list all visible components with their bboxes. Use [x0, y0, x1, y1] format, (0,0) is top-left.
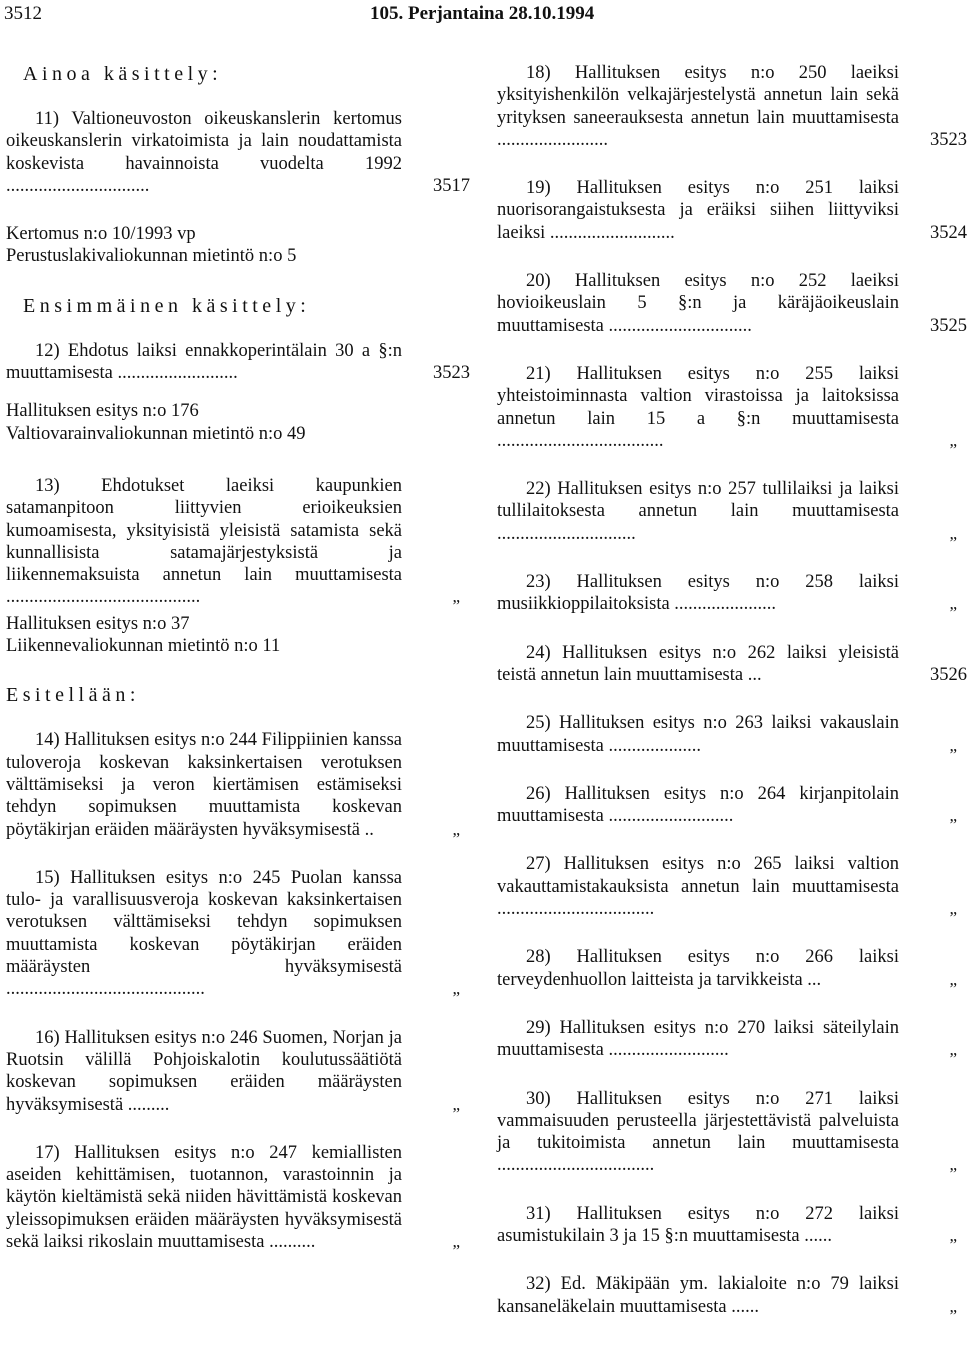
page-reference: 3526 — [930, 664, 967, 685]
reference-block-11 — [6, 223, 460, 268]
page-reference-ditto: „ — [949, 899, 957, 919]
leader-dots: .................... — [603, 735, 701, 756]
agenda-item-text: 21) Hallituksen esitys n:o 255 laiksi yhteistoiminnasta valtion virastoissa ja laitoksissa annetun lain 15 a §:n muuttamisesta — [497, 363, 899, 429]
leader-dots: .......................... — [112, 363, 238, 384]
leader-dots: .............................. — [497, 523, 636, 544]
agenda-item-text: 14) Hallituksen esitys n:o 244 Filippiinien kanssa tuloveroja koskevan kaksinkertaisen verotuksen välttämiseksi ja veron kiertämisen estämiseksi tehdyn sopimuksen muuttamista koskevan pöytäkirjan eräiden määräysten hyväksymisestä — [6, 730, 402, 840]
agenda-item-20 — [497, 270, 967, 337]
agenda-item-23 — [497, 571, 957, 616]
leader-dots: ............................... — [6, 175, 150, 196]
page-reference-ditto: „ — [452, 819, 460, 839]
left-column — [6, 62, 470, 1275]
leader-dots: ........................ — [497, 129, 608, 150]
agenda-item-13 — [6, 475, 460, 609]
agenda-item-text: 28) Hallituksen esitys n:o 266 laiksi terveydenhuollon laitteista ja tarvikkeista ... — [497, 947, 899, 990]
leader-dots: .......... — [264, 1231, 316, 1252]
page-reference-ditto: „ — [949, 430, 957, 450]
page-reference: 3517 — [433, 175, 470, 196]
agenda-item-text: 25) Hallituksen esitys n:o 263 laiksi vakauslain muuttamisesta — [497, 713, 899, 756]
page-reference-ditto: „ — [452, 979, 460, 999]
agenda-item-text: 20) Hallituksen esitys n:o 252 laeiksi hovioikeuslain 5 §:n ja käräjäoikeuslain muuttamisesta — [497, 271, 899, 336]
agenda-item-19 — [497, 177, 967, 244]
page-reference-ditto: „ — [949, 1155, 957, 1175]
reference-line: Hallituksen esitys n:o 37 — [6, 613, 190, 634]
right-column — [497, 62, 967, 1318]
section-heading-first-reading: Ensimmäinen käsittely: — [23, 294, 311, 317]
agenda-item-text: 31) Hallituksen esitys n:o 272 laiksi asumistukilain 3 ja 15 §:n muuttamisesta — [497, 1203, 899, 1246]
agenda-item-text: 32) Ed. Mäkipään ym. lakialoite n:o 79 laiksi kansaneläkelain muuttamisesta — [497, 1274, 899, 1317]
agenda-item-26 — [497, 783, 957, 828]
leader-dots: ........................................... — [6, 979, 205, 1000]
agenda-item-text: 23) Hallituksen esitys n:o 258 laiksi musiikkioppilaitoksista — [497, 572, 899, 615]
leader-dots: .. — [359, 819, 374, 840]
leader-dots: .......................... — [603, 1040, 729, 1061]
agenda-item-text: 11) Valtioneuvoston oikeuskanslerin kertomus oikeuskanslerin virkatoimista ja lain noudattamista koskevista havainnoista vuodelta 1992 — [6, 109, 402, 174]
page-reference-ditto: „ — [949, 1040, 957, 1060]
agenda-item-text: 17) Hallituksen esitys n:o 247 kemiallisten aseiden kehittämisen, tuotannon, varastoinnin ja käytön kieltämistä sekä niiden hävittämistä koskevan yleissopimuksen eräiden määräysten hyväksymisestä sekä laiksi rikoslain muuttamisesta — [6, 1142, 402, 1252]
page-reference-ditto: „ — [949, 594, 957, 614]
page-reference-ditto: „ — [452, 587, 460, 607]
page-reference-ditto: „ — [452, 1231, 460, 1251]
reference-line: Hallituksen esitys n:o 176 — [6, 401, 199, 422]
page-reference: 3524 — [930, 222, 967, 243]
page-header — [0, 0, 960, 36]
agenda-item-text: 18) Hallituksen esitys n:o 250 laeiksi yksityishenkilön velkajärjestelystä annetun lain sekä yrityksen saneerauksesta annetun lain muuttamisesta — [497, 63, 899, 128]
agenda-item-12 — [6, 340, 470, 385]
page-reference: 3523 — [433, 363, 470, 384]
page-reference: 3525 — [930, 315, 967, 336]
agenda-item-22 — [497, 478, 957, 545]
page-reference-ditto: „ — [949, 806, 957, 826]
leader-dots: ...................... — [669, 594, 777, 615]
leader-dots: ............................... — [603, 315, 752, 336]
agenda-item-text: 15) Hallituksen esitys n:o 245 Puolan kanssa tulo- ja varallisuusveroja koskevan kaksinkertaisen verotuksen välttämiseksi tehdyn sopimuksen muuttamista koskevan pöytäkirjan eräiden määräysten hyväksymisestä — [6, 867, 402, 978]
reference-line: Valtiovarainvaliokunnan mietintö n:o 49 — [6, 423, 306, 444]
leader-dots: .......................................... — [6, 587, 201, 608]
section-heading-single-reading: Ainoa käsittely: — [23, 63, 223, 85]
page-reference: 3523 — [930, 129, 967, 150]
leader-dots: ...... — [799, 1225, 833, 1246]
agenda-item-32 — [497, 1273, 957, 1318]
page-reference-ditto: „ — [452, 1094, 460, 1114]
page-reference-ditto: „ — [949, 1296, 957, 1316]
page-reference-ditto: „ — [949, 523, 957, 543]
agenda-item-21 — [497, 363, 957, 452]
agenda-item-25 — [497, 712, 957, 757]
agenda-item-text: 12) Ehdotus laiksi ennakkoperintälain 30 a §:n muuttamisesta — [6, 340, 402, 384]
agenda-item-29 — [497, 1017, 957, 1062]
agenda-item-text: 29) Hallituksen esitys n:o 270 laiksi säteilylain muuttamisesta — [497, 1017, 899, 1061]
page-reference-ditto: „ — [949, 735, 957, 755]
agenda-item-18 — [497, 62, 967, 151]
agenda-item-16 — [6, 1027, 460, 1116]
page-number: 3512 — [4, 3, 42, 24]
leader-dots: ...... — [726, 1296, 760, 1317]
agenda-item-28 — [497, 946, 957, 991]
leader-dots: .................................... — [497, 430, 664, 451]
agenda-item-17 — [6, 1142, 460, 1253]
leader-dots: ........................... — [545, 222, 675, 243]
page-reference-ditto: „ — [949, 1225, 957, 1245]
agenda-item-30 — [497, 1088, 957, 1177]
agenda-item-text: 26) Hallituksen esitys n:o 264 kirjanpitolain muuttamisesta — [497, 783, 899, 827]
reference-block-12 — [6, 400, 460, 445]
reference-line: Kertomus n:o 10/1993 vp — [6, 224, 196, 245]
agenda-item-text: 27) Hallituksen esitys n:o 265 laiksi valtion vakauttamistakauksista annetun lain muuttamisesta — [497, 854, 899, 897]
leader-dots: .................................. — [497, 899, 655, 920]
leader-dots: ........................... — [603, 806, 734, 827]
leader-dots: ......... — [123, 1094, 170, 1115]
section-heading-presented: Esitellään: — [6, 684, 140, 707]
page-reference-ditto: „ — [949, 969, 957, 989]
agenda-item-14 — [6, 729, 460, 840]
leader-dots: .................................. — [497, 1155, 655, 1176]
agenda-item-text: 22) Hallituksen esitys n:o 257 tullilaiksi ja laiksi tullilaitoksesta annetun lain muuttamisesta — [497, 479, 899, 522]
agenda-item-text: 13) Ehdotukset laeiksi kaupunkien satamanpitoon liittyvien erioikeuksien kumoamisesta, yksityisistä yleisistä satamista sekä kunnallisista satamajärjestyksistä ja liikennemaksuista annetun lain muuttamisesta — [6, 475, 402, 586]
reference-block-13 — [6, 613, 460, 658]
running-head: 105. Perjantaina 28.10.1994 — [370, 3, 595, 24]
agenda-item-text: 30) Hallituksen esitys n:o 271 laiksi vammaisuuden perusteella järjestettävistä palveluista ja tukitoimista annetun lain muuttamisesta — [497, 1088, 899, 1154]
reference-line: Liikennevaliokunnan mietintö n:o 11 — [6, 636, 281, 657]
agenda-item-text: 16) Hallituksen esitys n:o 246 Suomen, Norjan ja Ruotsin välillä Pohjoiskalotin koulutussäätiötä koskevan sopimuksen eräiden määräysten hyväksymisestä — [6, 1027, 402, 1115]
agenda-item-text: 19) Hallituksen esitys n:o 251 laiksi nuorisorangaistuksesta ja eräiksi siihen liittyviksi laeiksi — [497, 178, 899, 243]
agenda-item-31 — [497, 1203, 957, 1248]
agenda-item-24 — [497, 642, 967, 687]
agenda-item-text: 24) Hallituksen esitys n:o 262 laiksi yleisistä teistä annetun lain muuttamisesta ... — [497, 642, 899, 685]
agenda-item-27 — [497, 853, 957, 920]
reference-line: Perustuslakivaliokunnan mietintö n:o 5 — [6, 246, 297, 267]
agenda-item-15 — [6, 867, 460, 1001]
agenda-item-11 — [6, 108, 470, 197]
